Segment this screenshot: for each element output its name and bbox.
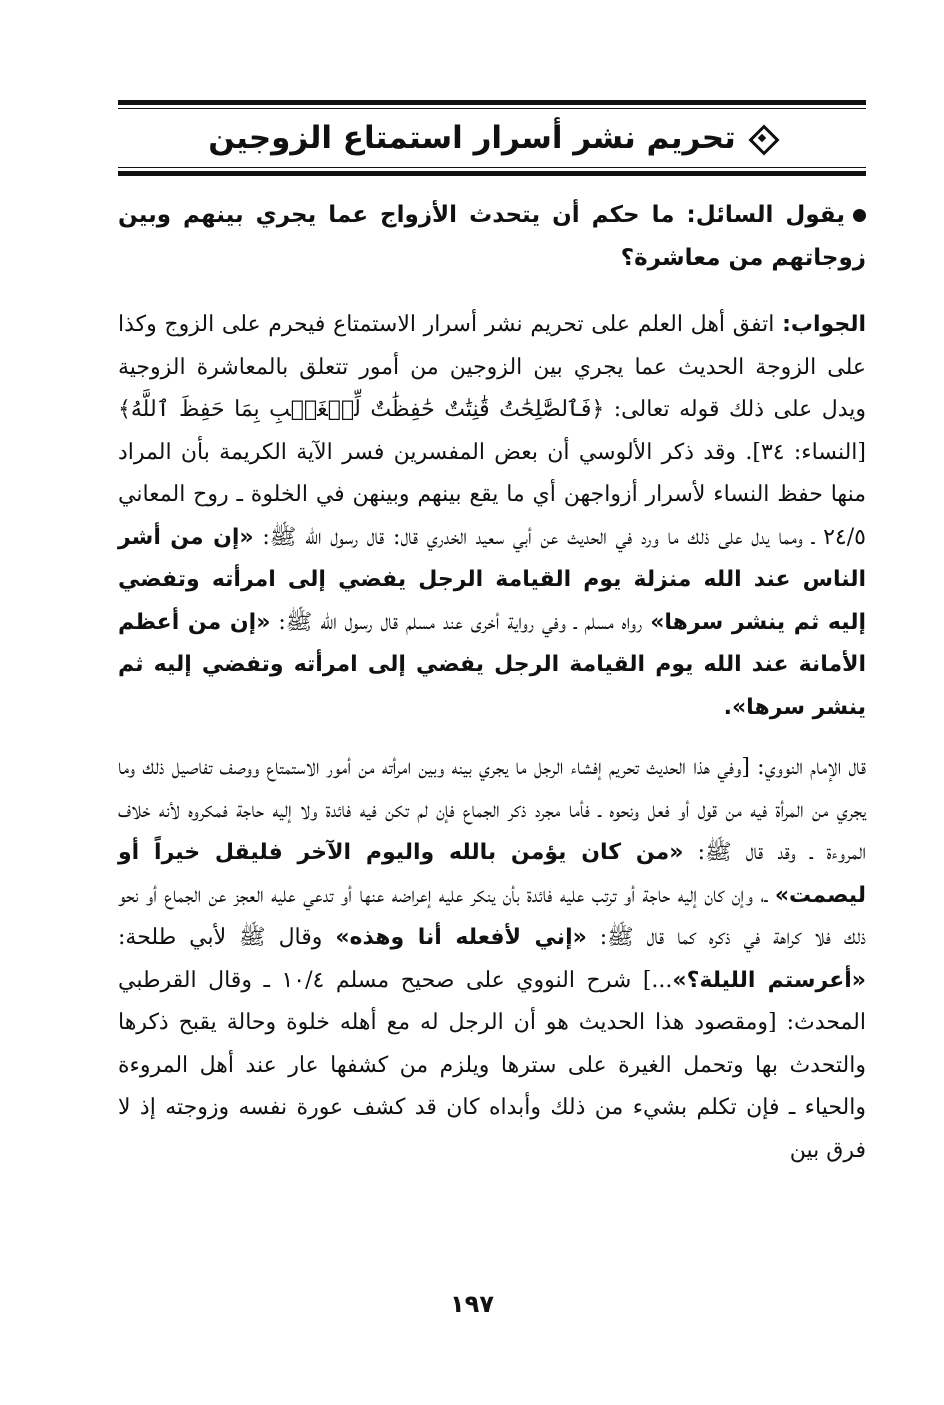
bottom-rule-thin (118, 167, 866, 168)
hadith-quote-1: «إن من أشر الناس عند الله منزلة يوم القيامة الرجل يفضي إلى امرأته وتفضي إليه ثم ينشر سرها» (118, 524, 866, 635)
hadith-quote-4: «إني لأفعله أنا وهذه» (335, 925, 587, 950)
bullet-icon (853, 209, 866, 222)
answer-label: الجواب: (782, 312, 866, 337)
diamond-ornament-icon (748, 124, 776, 152)
nawawi-text-2: ـ، وإن كان إليه حاجة أو ترتب عليه فائدة بأن ينكر عليه إعراضه عنها أو تدعي عليه العجز عن الجماع أو نحو ذلك فلا كراهة في ذكره كما قال ﷺ: (118, 882, 867, 950)
page-title: تحريم نشر أسرار استمتاع الزوجين (208, 120, 736, 156)
answer-text-2: رواه مسلم ـ وفي رواية أخرى عند مسلم قال رسول الله ﷺ: (278, 609, 643, 635)
nawawi-text-1: قال الإمام النووي: [وفي هذا الحديث تحريم إفشاء الرجل ما يجري بينه وبين امرأته من أمور الاستمتاع ووصف تفاصيل ذلك وما يجري من المرأة فيه من قول أو فعل ونحوه ـ فأما مجرد ذكر الجماع فإن لم تكن فيه فائدة ولا إليه حاجة فمكروه لأنه خلاف المروءة ـ وقد قال ﷺ: (118, 755, 866, 865)
chapter-heading (118, 109, 866, 167)
hadith-quote-3: «من كان يؤمن بالله واليوم الآخر فليقل خيراً أو ليصمت» (118, 840, 867, 908)
question-text: يقول السائل: ما حكم أن يتحدث الأزواج عما يجري بينهم وبين زوجاتهم من معاشرة؟ (118, 202, 866, 271)
hadith-quote-2: «إن من أعظم الأمانة عند الله يوم القيامة الرجل يفضي إلى امرأته وتفضي إليه ثم ينشر سرها». (118, 609, 866, 720)
nawawi-text-4: ...] شرح النووي على صحيح مسلم ١٠/٤ ـ وقال القرطبي المحدث: [ومقصود هذا الحديث هو أن الرجل له مع أهله خلوة وحالة يقبح ذكرها والتحدث بها وتحمل الغيرة على سترها ويلزم من كشفها عار عند أهل المروءة والحياء ـ فإن تكلم بشيء من ذلك وأبداه كان قد كشف عورة نفسه وزوجته إذ لا فرق بين (118, 967, 866, 1163)
nawawi-paragraph (118, 747, 866, 1172)
page-body (118, 100, 866, 1172)
question-paragraph (118, 194, 866, 280)
nawawi-text-3: وقال ﷺ لأبي طلحة: (118, 925, 323, 950)
top-rule (118, 100, 866, 105)
hadith-quote-5: «أعرستم الليلة؟» (672, 967, 866, 993)
page-number: ١٩٧ (450, 1290, 494, 1318)
bottom-rule (118, 171, 866, 176)
answer-paragraph (118, 304, 866, 729)
answer-text-1: اتفق أهل العلم على تحريم نشر أسرار الاستمتاع فيحرم على الزوج وكذا على الزوجة الحديث عما يجري بين الزوجين من أمور تتعلق بالمعاشرة الزوجية ويدل على ذلك قوله تعالى: ﴿فَٱلصَّٰلِحَٰتُ قَٰنِتَٰتٌ حَٰفِظَٰتٌ لِّلۡغَيۡبِ بِمَا حَفِظَ ٱللَّهُ﴾ [النساء: ٣٤]. وقد ذكر الألوسي أن بعض المفسرين فسر الآية الكريمة بأن المراد منها حفظ النساء لأسرار أزواجهن أي ما يقع بينهم وبينهن في الخلوة ـ روح المعاني ٢٤/٥ ـ ومما يدل على ذلك ما ورد في الحديث عن أبي سعيد الخدري قال: قال رسول الله ﷺ: (118, 312, 867, 550)
